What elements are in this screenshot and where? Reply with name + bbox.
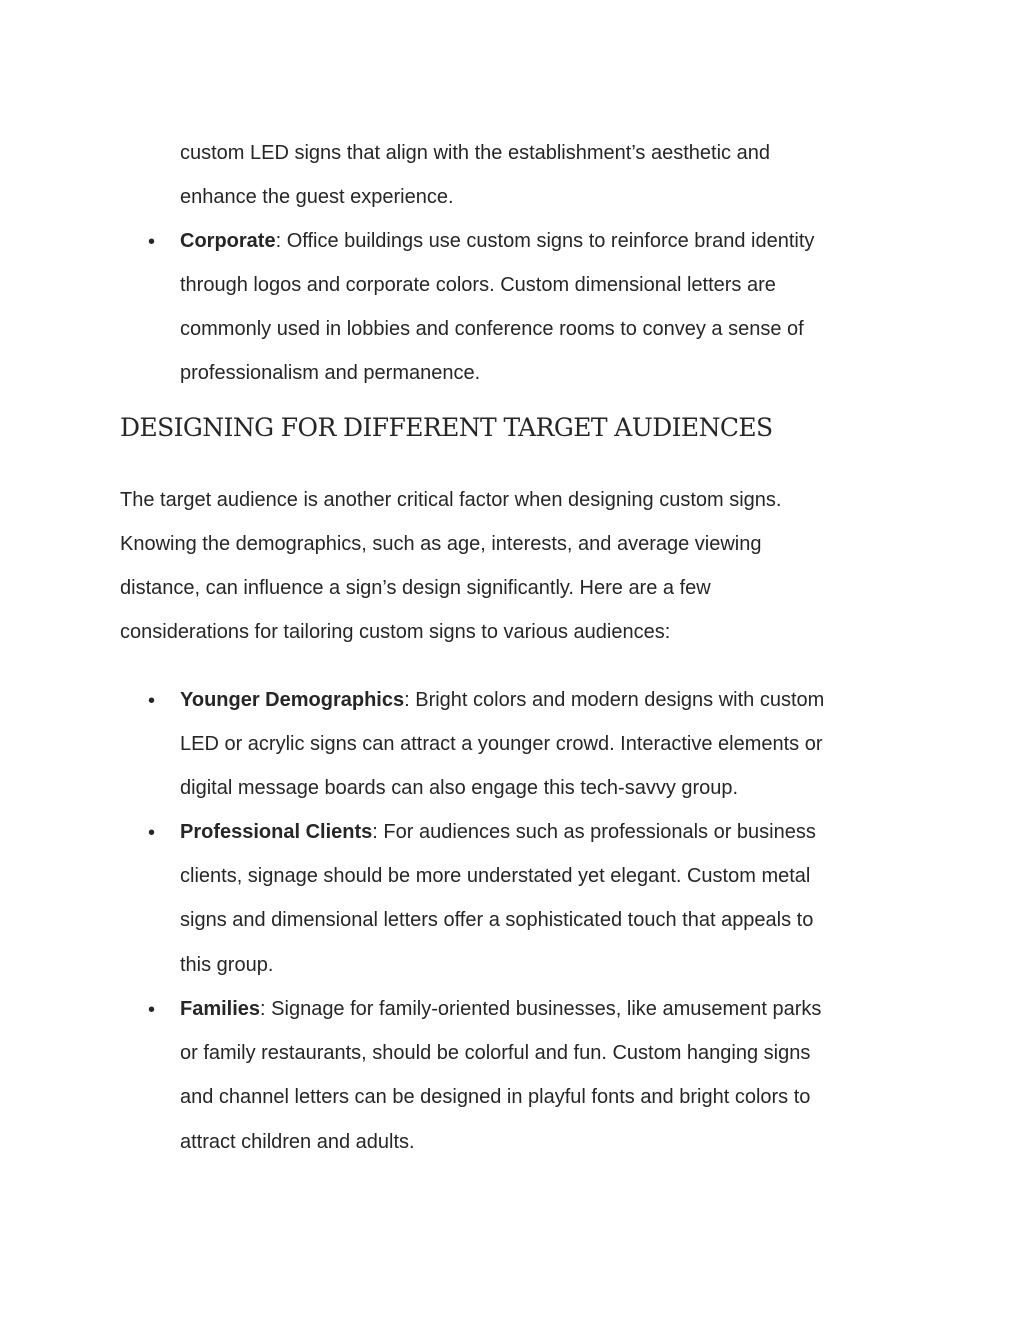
corporate-term: Corporate (180, 230, 276, 252)
professional-first-line-text: : For audiences such as professionals or business (372, 821, 816, 843)
bullet-professional: • (148, 822, 156, 844)
families-item-line-3: and channel letters can be designed in playful fonts and bright colors to (180, 1086, 811, 1108)
professional-item-line-3: signs and dimensional letters offer a sophisticated touch that appeals to (180, 909, 814, 931)
bullet-corporate: • (148, 231, 156, 253)
families-item-line-4: attract children and adults. (180, 1131, 415, 1153)
families-item-line-2: or family restaurants, should be colorful and fun. Custom hanging signs (180, 1042, 811, 1064)
intro-line-4: considerations for tailoring custom signs to various audiences: (120, 621, 671, 643)
younger-item-first-line (180, 688, 824, 712)
families-term: Families (180, 998, 261, 1020)
continued-item-line-1: custom LED signs that align with the establishment’s aesthetic and (180, 142, 770, 164)
corporate-first-line-text: : Office buildings use custom signs to reinforce brand identity (275, 230, 815, 252)
corporate-item-line-3: commonly used in lobbies and conference rooms to convey a sense of (180, 318, 804, 340)
younger-item-line-3: digital message boards can also engage this tech-savvy group. (180, 777, 739, 799)
younger-first-line-text: : Bright colors and modern designs with custom (404, 689, 825, 711)
professional-item-line-2: clients, signage should be more understated yet elegant. Custom metal (180, 865, 811, 887)
families-first-line-text: : Signage for family-oriented businesses, like amusement parks (260, 998, 822, 1020)
intro-line-3: distance, can influence a sign’s design significantly. Here are a few (120, 577, 711, 599)
intro-line-2: Knowing the demographics, such as age, interests, and average viewing (120, 533, 762, 555)
younger-term: Younger Demographics (180, 689, 405, 711)
continued-item-line-2: enhance the guest experience. (180, 186, 454, 208)
bullet-younger: • (148, 690, 156, 712)
corporate-item-first-line (180, 229, 814, 253)
bullet-families: • (148, 999, 156, 1021)
younger-item-line-2: LED or acrylic signs can attract a younger crowd. Interactive elements or (180, 733, 823, 755)
professional-item-first-line (180, 820, 816, 844)
section-heading: DESIGNING FOR DIFFERENT TARGET AUDIENCES (120, 413, 773, 442)
corporate-item-line-4: professionalism and permanence. (180, 362, 481, 384)
corporate-item-line-2: through logos and corporate colors. Custom dimensional letters are (180, 274, 776, 296)
families-item-first-line (180, 997, 821, 1021)
professional-term: Professional Clients (180, 821, 373, 843)
intro-line-1: The target audience is another critical factor when designing custom signs. (120, 489, 782, 511)
professional-item-line-4: this group. (180, 954, 274, 976)
